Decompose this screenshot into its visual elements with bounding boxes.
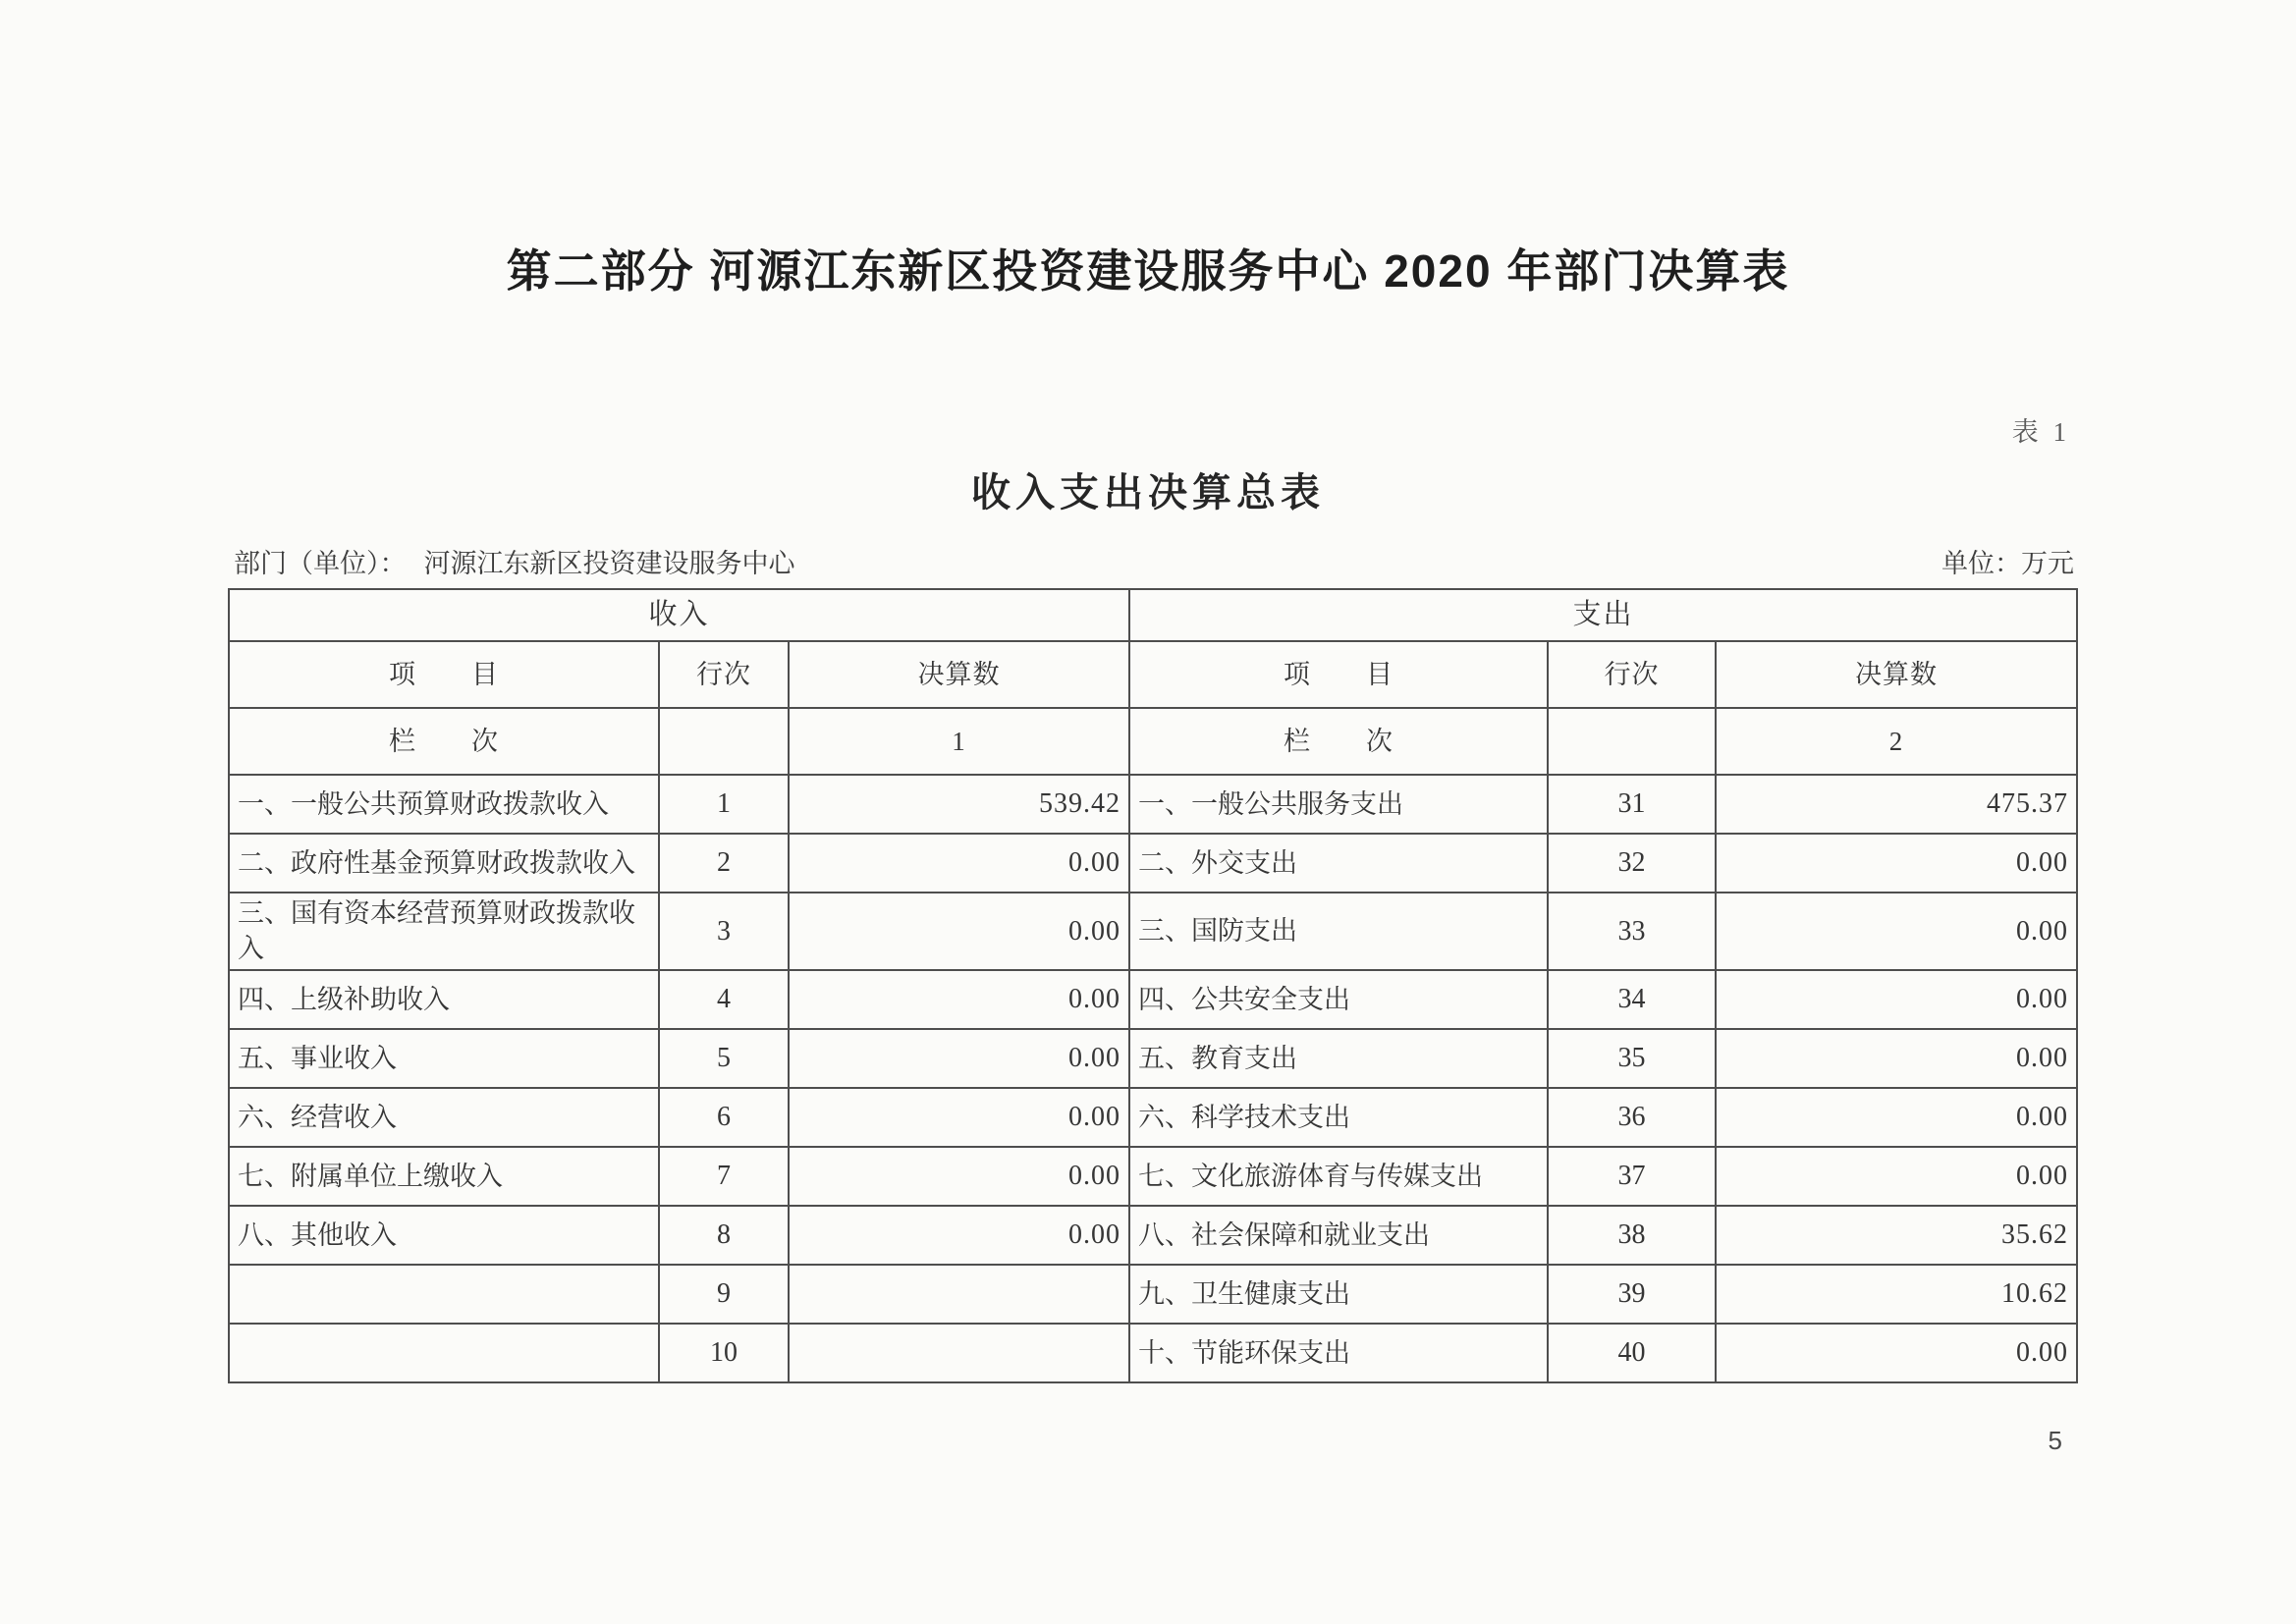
expense-line-cell: 38 <box>1548 1206 1716 1265</box>
table-title: 收入支出决算总表 <box>971 470 1325 514</box>
expense-section-header: 支出 <box>1129 589 2077 641</box>
expense-amount-cell: 0.00 <box>1716 834 2077 893</box>
expense-item-cell: 四、公共安全支出 <box>1129 970 1548 1029</box>
expense-line-cell: 39 <box>1548 1265 1716 1324</box>
expense-line-cell: 33 <box>1548 893 1716 970</box>
table-row <box>229 1029 2077 1088</box>
expense-amount-header: 决算数 <box>1716 641 2077 708</box>
income-item-cell: 七、附属单位上缴收入 <box>229 1147 659 1206</box>
expense-amount-cell: 10.62 <box>1716 1265 2077 1324</box>
income-line-cell: 2 <box>659 834 789 893</box>
income-amount-cell: 0.00 <box>789 970 1129 1029</box>
income-line-cell: 8 <box>659 1206 789 1265</box>
income-item-cell: 一、一般公共预算财政拨款收入 <box>229 775 659 834</box>
column-header-row <box>229 641 2077 708</box>
income-amount-cell <box>789 1324 1129 1382</box>
table-row <box>229 1206 2077 1265</box>
department-value: 河源江东新区投资建设服务中心 <box>423 549 795 578</box>
expense-index-blank <box>1548 708 1716 775</box>
expense-item-cell: 六、科学技术支出 <box>1129 1088 1548 1147</box>
expense-item-cell: 二、外交支出 <box>1129 834 1548 893</box>
expense-index-label: 栏 次 <box>1129 708 1548 775</box>
income-item-cell <box>229 1265 659 1324</box>
income-item-cell: 四、上级补助收入 <box>229 970 659 1029</box>
income-amount-cell: 0.00 <box>789 1147 1129 1206</box>
table-row <box>229 893 2077 970</box>
income-index-number: 1 <box>789 708 1129 775</box>
income-amount-header: 决算数 <box>789 641 1129 708</box>
income-amount-cell: 0.00 <box>789 893 1129 970</box>
expense-line-cell: 37 <box>1548 1147 1716 1206</box>
table-meta-row <box>234 542 2074 580</box>
table-row <box>229 1088 2077 1147</box>
income-line-cell: 10 <box>659 1324 789 1382</box>
income-line-cell: 9 <box>659 1265 789 1324</box>
expense-amount-cell: 475.37 <box>1716 775 2077 834</box>
income-amount-cell <box>789 1265 1129 1324</box>
income-line-cell: 7 <box>659 1147 789 1206</box>
income-item-cell: 五、事业收入 <box>229 1029 659 1088</box>
expense-item-cell: 三、国防支出 <box>1129 893 1548 970</box>
income-index-blank <box>659 708 789 775</box>
table-body <box>229 775 2077 1382</box>
department-line <box>234 542 795 580</box>
income-amount-cell: 539.42 <box>789 775 1129 834</box>
expense-amount-cell: 0.00 <box>1716 1324 2077 1382</box>
income-amount-cell: 0.00 <box>789 834 1129 893</box>
income-amount-cell: 0.00 <box>789 1088 1129 1147</box>
table-row <box>229 1324 2077 1382</box>
income-index-label: 栏 次 <box>229 708 659 775</box>
expense-line-header: 行次 <box>1548 641 1716 708</box>
income-item-cell: 三、国有资本经营预算财政拨款收入 <box>229 893 659 970</box>
income-line-header: 行次 <box>659 641 789 708</box>
expense-amount-cell: 35.62 <box>1716 1206 2077 1265</box>
expense-amount-cell: 0.00 <box>1716 970 2077 1029</box>
expense-line-cell: 40 <box>1548 1324 1716 1382</box>
column-index-row <box>229 708 2077 775</box>
department-label: 部门（单位）： <box>234 549 407 578</box>
expense-item-cell: 一、一般公共服务支出 <box>1129 775 1548 834</box>
income-section-header: 收入 <box>229 589 1129 641</box>
expense-item-cell: 五、教育支出 <box>1129 1029 1548 1088</box>
income-item-cell: 六、经营收入 <box>229 1088 659 1147</box>
expense-index-number: 2 <box>1716 708 2077 775</box>
expense-amount-cell: 0.00 <box>1716 1147 2077 1206</box>
income-line-cell: 6 <box>659 1088 789 1147</box>
table-row <box>229 775 2077 834</box>
expense-item-cell: 十、节能环保支出 <box>1129 1324 1548 1382</box>
expense-line-cell: 36 <box>1548 1088 1716 1147</box>
page-number: 5 <box>2048 1426 2062 1455</box>
expense-amount-cell: 0.00 <box>1716 1029 2077 1088</box>
expense-amount-cell: 0.00 <box>1716 893 2077 970</box>
expense-item-cell: 八、社会保障和就业支出 <box>1129 1206 1548 1265</box>
document-title: 第二部分 河源江东新区投资建设服务中心 2020 年部门决算表 <box>506 245 1790 297</box>
income-amount-cell: 0.00 <box>789 1206 1129 1265</box>
table-row <box>229 970 2077 1029</box>
income-item-cell: 二、政府性基金预算财政拨款收入 <box>229 834 659 893</box>
expense-line-cell: 32 <box>1548 834 1716 893</box>
table-row <box>229 834 2077 893</box>
expense-line-cell: 34 <box>1548 970 1716 1029</box>
table-row <box>229 1265 2077 1324</box>
income-amount-cell: 0.00 <box>789 1029 1129 1088</box>
income-line-cell: 3 <box>659 893 789 970</box>
expense-line-cell: 35 <box>1548 1029 1716 1088</box>
table-tag: 表 1 <box>2011 417 2070 447</box>
income-line-cell: 5 <box>659 1029 789 1088</box>
income-item-cell <box>229 1324 659 1382</box>
expense-line-cell: 31 <box>1548 775 1716 834</box>
expense-item-header: 项 目 <box>1129 641 1548 708</box>
income-line-cell: 4 <box>659 970 789 1029</box>
income-item-header: 项 目 <box>229 641 659 708</box>
income-item-cell: 八、其他收入 <box>229 1206 659 1265</box>
expense-item-cell: 七、文化旅游体育与传媒支出 <box>1129 1147 1548 1206</box>
expense-item-cell: 九、卫生健康支出 <box>1129 1265 1548 1324</box>
income-expense-table <box>228 588 2078 1383</box>
expense-amount-cell: 0.00 <box>1716 1088 2077 1147</box>
section-header-row <box>229 589 2077 641</box>
income-line-cell: 1 <box>659 775 789 834</box>
unit-note: 单位：万元 <box>1941 549 2074 578</box>
table-row <box>229 1147 2077 1206</box>
